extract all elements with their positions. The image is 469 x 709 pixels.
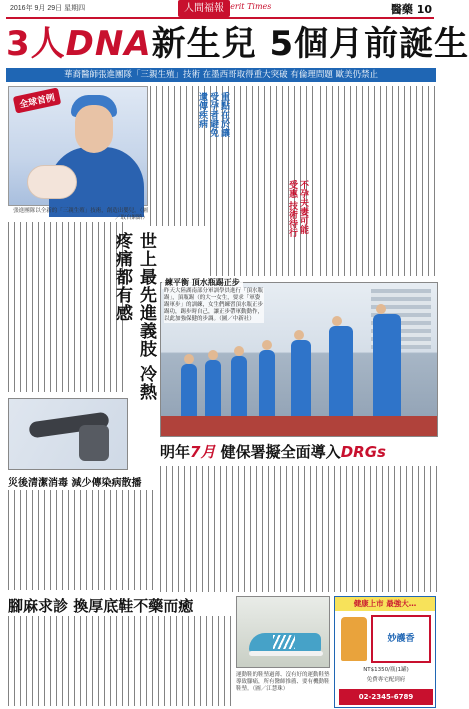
- marching-photo-title: 練平衡 頂水瓶踢正步: [162, 276, 243, 289]
- soldier: [373, 314, 401, 418]
- sub-headline: 華裔醫師張進團隊「三親生殖」技術 在墨西哥取得重大突破 有倫理問題 歐美仍禁止: [6, 68, 436, 82]
- masthead-rule: [6, 17, 434, 19]
- ad-phone[interactable]: 02-2345-6789: [339, 689, 433, 705]
- article-text-block: [8, 490, 158, 590]
- headline-part-1: 3人: [6, 24, 66, 64]
- baby: [27, 165, 77, 199]
- marching-photo-caption: 昨天大陸湖南部分軍訓學員進行「頂水瓶踢」，頂瓶踢（的大一女生，要求「軍姿踢軍步」的訓練，女生們練習頂水瓶正步踢功，踢步時自己，讓正步帶軍動動作，以此加強保健的步調。（圖／中新社）: [164, 288, 264, 322]
- newspaper-logo: 人間福報: [178, 0, 230, 17]
- disinfection-headline: 災後清潔消毒 減少傳染病散播: [8, 478, 142, 489]
- article-text-block: [160, 466, 438, 592]
- ad-delivery: 免費專宅配到府: [366, 677, 406, 683]
- world-first-badge: 全球首例: [13, 87, 62, 113]
- soldier: [329, 326, 353, 418]
- shoe-photo-caption: 運動鞋的鞋墊過薄、沒有好的運動鞋墊導致腳痛，所有醫師推薦、要有機動鞋鞋墊。（圖／江慧珠）: [236, 672, 330, 692]
- robotic-hand-photo: [8, 398, 128, 470]
- section-label: 醫藥 10: [390, 3, 432, 16]
- sneaker-sole: [249, 651, 323, 656]
- headline-part-4: 5個月前誕生: [269, 24, 469, 64]
- foot-numbness-headline: 腳麻求診 換厚底鞋不藥而癒: [8, 597, 194, 615]
- product-bottle: [341, 617, 367, 661]
- drg-headline-part-2: 7月: [190, 443, 216, 461]
- issue-date: 2016年 9月 29日 星期四: [10, 5, 86, 12]
- product-brand: 妙護香: [387, 634, 415, 644]
- doctor-photo-caption: 張進團隊以全新的「三親生殖」技術，創造出嬰兒。（圖／取自網路）: [13, 208, 148, 221]
- prosthetic-headline: 世上最先進義肢 冷熱疼痛都有感: [112, 232, 156, 401]
- soldier: [259, 350, 275, 418]
- product-box: [371, 615, 431, 663]
- soldier: [291, 340, 311, 418]
- masthead: [0, 0, 440, 18]
- headline-part-2: DNA: [65, 24, 152, 64]
- drg-headline: [160, 441, 438, 463]
- ad-title: 健康上市 最強大…: [335, 597, 435, 611]
- main-headline: [6, 20, 469, 68]
- headline-part-3: 新生兒: [151, 24, 257, 64]
- robotic-hand: [79, 425, 109, 461]
- sneaker-stripes: [273, 635, 295, 649]
- drg-headline-part-4: DRGs: [340, 443, 386, 461]
- doctor-face: [75, 105, 113, 153]
- ad-price: NT$1350/瓶(1罐): [363, 667, 409, 673]
- pull-quote-1: 重點在於讓受孕者避免遺傳疾病: [197, 92, 229, 137]
- article-text-block: [320, 86, 436, 276]
- soldier: [231, 356, 247, 418]
- soldier: [181, 364, 197, 418]
- drg-headline-part-3: 健保署擬全面導入: [215, 443, 341, 461]
- pull-quote-2: 不孕夫妻可能受惠 技術待行: [287, 180, 308, 238]
- running-track: [161, 416, 437, 436]
- advertisement[interactable]: [334, 596, 436, 708]
- soldier: [205, 360, 221, 418]
- newspaper-logo-en: Merit Times: [222, 2, 272, 11]
- shoe-photo: [236, 596, 330, 668]
- article-text-block: [8, 616, 234, 706]
- drg-headline-part-1: 明年: [160, 443, 191, 461]
